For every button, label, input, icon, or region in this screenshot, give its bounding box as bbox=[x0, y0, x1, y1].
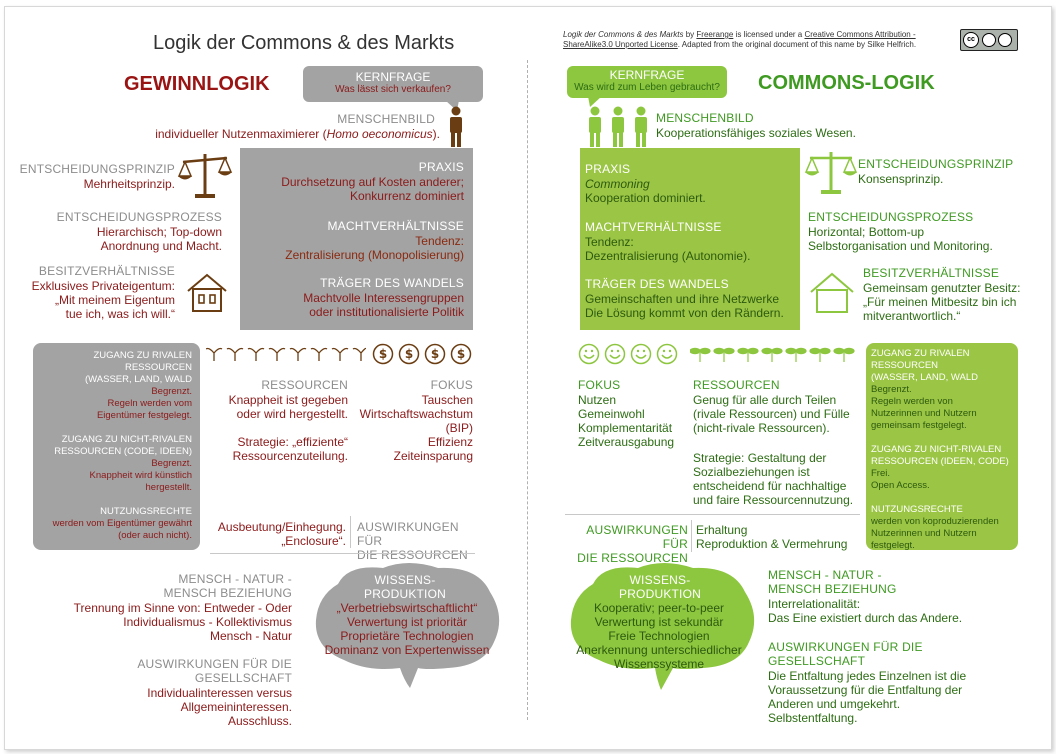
mensch-natur-text-left: Trennung im Sinne von: Entweder - Oder Individualismus - Kollektivismus Mensch - Natur bbox=[73, 601, 292, 643]
kernfrage-bubble-left bbox=[303, 66, 483, 102]
macht-text-left: Tendenz: Zentralisierung (Monopolisierung) bbox=[285, 234, 464, 262]
smiley-icon bbox=[578, 343, 680, 365]
mensch-natur-text-right: Interrelationalität: Das Eine existiert durch das Andere. bbox=[768, 597, 963, 625]
house-icon-right bbox=[808, 270, 856, 316]
svg-text:$: $ bbox=[456, 347, 466, 361]
besitz-title-right: BESITZVERHÄLTNISSE bbox=[863, 266, 1000, 280]
kernfrage-text-right: Was wird zum Leben gebraucht? bbox=[574, 82, 720, 93]
fokus-title-left: FOKUS bbox=[430, 378, 473, 392]
dollar-coin-icon bbox=[372, 343, 476, 365]
kernfrage-title-left: KERNFRAGE bbox=[355, 70, 431, 84]
entscheidungsprozess-text-left: Hierarchisch; Top-down Anordnung und Macht. bbox=[96, 225, 222, 253]
traeger-title-left: TRÄGER DES WANDELS bbox=[320, 276, 464, 290]
dollar-icons-left bbox=[372, 343, 476, 365]
menschenbild-text-left-a: individueller Nutzenmaximierer ( bbox=[155, 127, 327, 141]
gesellschaft-title-right: AUSWIRKUNGEN FÜR DIE GESELLSCHAFT bbox=[768, 640, 923, 668]
menschenbild-title-right: MENSCHENBILD bbox=[656, 111, 754, 125]
mensch-natur-title-left: MENSCH - NATUR - MENSCH BEZIEHUNG bbox=[163, 572, 292, 600]
entscheidungsprinzip-text-left: Mehrheitsprinzip. bbox=[83, 177, 175, 191]
zugang-rival-title-right: ZUGANG ZU RIVALEN RESSOURCEN (WASSER, LAND, WALD bbox=[871, 348, 978, 383]
praxis-italic-right: Commoning bbox=[585, 177, 650, 191]
auswirkungen-rule-top-right bbox=[565, 514, 860, 515]
ressourcen-title-right: RESSOURCEN bbox=[693, 378, 780, 392]
mensch-natur-title-right: MENSCH - NATUR - MENSCH BEZIEHUNG bbox=[768, 568, 897, 596]
entscheidungsprinzip-title-left: ENTSCHEIDUNGSPRINZIP bbox=[19, 162, 175, 176]
auswirkungen-rule-left bbox=[210, 553, 475, 554]
house-icon-left bbox=[185, 271, 229, 315]
wissen-title-left: WISSENS- PRODUKTION bbox=[363, 573, 446, 601]
wissen-title-right: WISSENS- PRODUKTION bbox=[618, 573, 701, 601]
menschenbild-text-left bbox=[120, 127, 440, 141]
people-group-icon bbox=[585, 106, 651, 148]
fokus-title-right: FOKUS bbox=[578, 378, 621, 392]
ressourcen-strategie-left: Strategie: „effiziente“ Ressourcenzuteilung. bbox=[232, 435, 348, 463]
scales-icon-right bbox=[804, 148, 858, 196]
auswirkungen-title-left: AUSWIRKUNGEN FÜR DIE RESSOURCEN bbox=[357, 520, 468, 562]
license-text bbox=[563, 30, 953, 50]
kernfrage-bubble-right bbox=[567, 66, 727, 98]
zugang-nicht-text-right: Frei. Open Access. bbox=[871, 468, 930, 491]
praxis-title-left: PRAXIS bbox=[418, 160, 464, 174]
zugang-nicht-text-left: Begrenzt. Knappheit wird künstlich hergestellt. bbox=[89, 458, 192, 493]
license-is-licensed: is licensed under a bbox=[733, 30, 805, 39]
nutzungsrechte-text-left: werden vom Eigentümer gewährt (oder auch nicht). bbox=[52, 518, 192, 541]
svg-text:$: $ bbox=[404, 347, 414, 361]
auswirkungen-title-right: AUSWIRKUNGEN FÜR DIE RESSOURCEN bbox=[577, 523, 688, 565]
commons-logik-title: COMMONS-LOGIK bbox=[758, 72, 935, 94]
gesellschaft-text-right: Die Entfaltung jedes Einzelnen ist die Voraussetzung für die Entfaltung der Anderen und umgekehrt. Selbstentfaltung. bbox=[768, 669, 967, 725]
nutzungsrechte-title-left: NUTZUNGSRECHTE bbox=[100, 506, 192, 517]
page-title: Logik der Commons & des Markts bbox=[153, 32, 455, 54]
seedling-icon bbox=[206, 345, 366, 363]
person-icon bbox=[446, 106, 466, 148]
zugang-nicht-title-right: ZUGANG ZU NICHT-RIVALEN RESSOURCEN (IDEEN, CODE) bbox=[871, 444, 1009, 467]
zugang-rival-text-left: Begrenzt. Regeln werden vom Eigentümer festgelegt. bbox=[96, 386, 192, 421]
entscheidungsprinzip-text-right: Konsensprinzip. bbox=[858, 172, 944, 186]
license-name-link[interactable]: ShareAlike3.0 Unported License bbox=[563, 40, 678, 49]
besitz-text-right: Gemeinsam genutzter Besitz: „Für meinen Mitbesitz bin ich mitverantwortlich.“ bbox=[863, 281, 1021, 323]
zugang-rival-title-left: ZUGANG ZU RIVALEN RESSOURCEN (WASSER, LAND, WALD bbox=[85, 350, 192, 385]
entscheidungsprozess-title-right: ENTSCHEIDUNGSPROZESS bbox=[808, 210, 974, 224]
gesellschaft-title-left: AUSWIRKUNGEN FÜR DIE GESELLSCHAFT bbox=[137, 657, 292, 685]
menschenbild-text-left-c: ). bbox=[432, 127, 440, 141]
seedling-icon bbox=[690, 345, 860, 363]
license-by: by bbox=[683, 30, 697, 39]
svg-text:$: $ bbox=[430, 347, 440, 361]
macht-title-right: MACHTVERHÄLTNISSE bbox=[585, 220, 722, 234]
menschenbild-text-left-b: Homo oeconomicus bbox=[326, 127, 433, 141]
ressourcen-text-right: Genug für alle durch Teilen (rivale Ressourcen) und Fülle (nicht-rivale Ressourcen). bbox=[693, 393, 850, 435]
auswirkungen-divider-left bbox=[350, 516, 351, 548]
license-adapted: . Adapted from the original document of this name by Silke Helfrich. bbox=[677, 40, 917, 49]
besitz-text-left: Exklusives Privateigentum: „Mit meinem Eigentum tue ich, was ich will.“ bbox=[31, 279, 175, 321]
entscheidungsprozess-title-left: ENTSCHEIDUNGSPROZESS bbox=[56, 210, 222, 224]
praxis-text-right: Kooperation dominiert. bbox=[585, 191, 706, 205]
svg-text:$: $ bbox=[378, 347, 388, 361]
zugang-nicht-title-left: ZUGANG ZU NICHT-RIVALEN RESSOURCEN (CODE, IDEEN) bbox=[54, 434, 192, 457]
auswirkungen-text-right: Erhaltung Reproduktion & Vermehrung bbox=[696, 523, 848, 551]
center-divider bbox=[527, 60, 528, 720]
entscheidungsprozess-text-right: Horizontal; Bottom-up Selbstorganisation und Monitoring. bbox=[808, 225, 993, 253]
praxis-text-left: Durchsetzung auf Kosten anderer; Konkurrenz dominiert bbox=[281, 175, 464, 203]
wissen-text-right: Kooperativ; peer-to-peer Verwertung ist sekundär Freie Technologien Anerkennung unterschiedlicher Wissenssysteme bbox=[576, 601, 742, 671]
gewinnlogik-title: GEWINNLOGIK bbox=[124, 73, 270, 95]
praxis-title-right: PRAXIS bbox=[585, 162, 631, 176]
license-cc-link[interactable]: Creative Commons Attribution - bbox=[804, 30, 916, 39]
auswirkungen-divider-right bbox=[691, 520, 692, 552]
ressourcen-text-left: Knappheit ist gegeben oder wird hergestellt. bbox=[228, 393, 348, 421]
fokus-text-left: Tauschen Wirtschaftswachstum (BIP) Effizienz Zeiteinsparung bbox=[359, 393, 473, 463]
auswirkungen-text-left: Ausbeutung/Einhegung. „Enclosure“. bbox=[217, 520, 346, 548]
menschenbild-title-left: MENSCHENBILD bbox=[337, 112, 435, 126]
menschenbild-text-right: Kooperationsfähiges soziales Wesen. bbox=[656, 126, 856, 140]
traeger-text-left: Machtvolle Interessengruppen oder institutionalisierte Politik bbox=[303, 291, 464, 319]
scales-icon-left bbox=[177, 150, 233, 200]
macht-text-right: Tendenz: Dezentralisierung (Autonomie). bbox=[585, 235, 751, 263]
kernfrage-title-right: KERNFRAGE bbox=[609, 68, 685, 82]
seedlings-row-right bbox=[690, 345, 860, 363]
traeger-text-right: Gemeinschaften und ihre Netzwerke Die Lösung kommt von den Rändern. bbox=[585, 292, 784, 320]
smileys-row bbox=[578, 343, 680, 365]
besitz-title-left: BESITZVERHÄLTNISSE bbox=[38, 264, 175, 278]
seedlings-row-left bbox=[206, 345, 366, 363]
license-work-title: Logik der Commons & des Markts bbox=[563, 30, 684, 39]
nutzungsrechte-text-right: werden von koproduzierenden Nutzerinnen und Nutzern festgelegt. bbox=[871, 516, 999, 551]
ressourcen-title-left: RESSOURCEN bbox=[261, 378, 348, 392]
license-author-link[interactable]: Freerange bbox=[696, 30, 734, 39]
fokus-text-right: Nutzen Gemeinwohl Komplementarität Zeitverausgabung bbox=[578, 393, 675, 449]
gesellschaft-text-left: Individualinteressen versus Allgemeininteressen. Ausschluss. bbox=[147, 686, 292, 728]
kernfrage-text-left: Was lässt sich verkaufen? bbox=[335, 84, 451, 95]
traeger-title-right: TRÄGER DES WANDELS bbox=[585, 277, 729, 291]
macht-title-left: MACHTVERHÄLTNISSE bbox=[327, 219, 464, 233]
ressourcen-strategie-right: Strategie: Gestaltung der Sozialbeziehungen ist entscheidend für nachhaltige und faire Ressourcennutzung. bbox=[693, 451, 854, 507]
entscheidungsprinzip-title-right: ENTSCHEIDUNGSPRINZIP bbox=[858, 157, 1014, 171]
nutzungsrechte-title-right: NUTZUNGSRECHTE bbox=[871, 504, 963, 515]
cc-by-sa-badge-icon[interactable]: cc bbox=[960, 29, 1018, 51]
wissen-text-left: „Verbetriebswirtschaftlicht“ Verwertung ist prioritär Proprietäre Technologien Dominanz von Expertenwissen bbox=[324, 601, 490, 657]
zugang-rival-text-right: Begrenzt. Regeln werden von Nutzerinnen und Nutzern gemeinsam festgelegt. bbox=[871, 384, 977, 431]
